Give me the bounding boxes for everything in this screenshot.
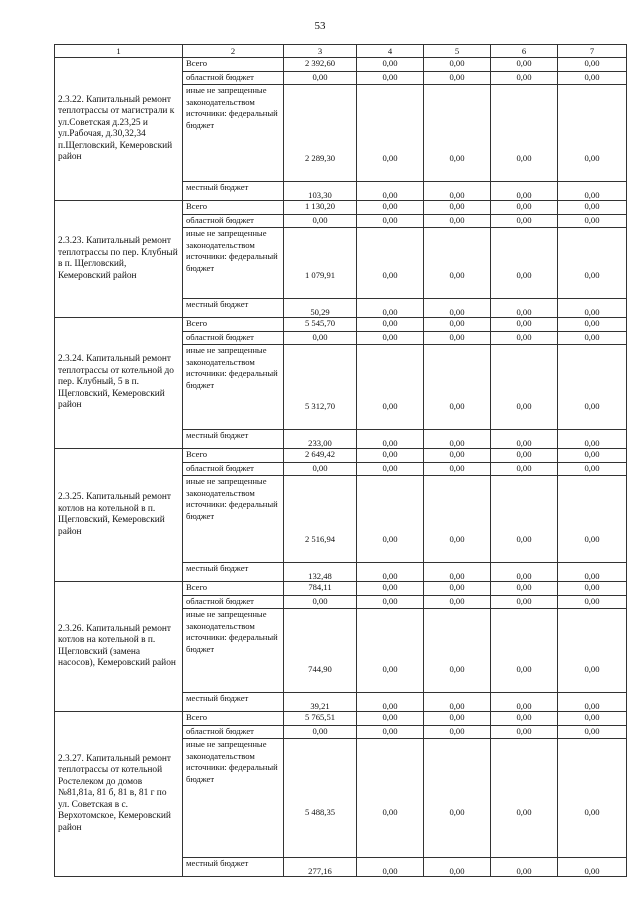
value-cell: 0,00 <box>558 693 627 712</box>
value-cell: 0,00 <box>357 85 424 182</box>
table-row <box>55 58 627 72</box>
value-cell: 0,00 <box>558 858 627 877</box>
funding-source-label: Всего <box>183 201 284 215</box>
value-cell: 0,00 <box>357 609 424 693</box>
value-cell: 0,00 <box>558 72 627 85</box>
table-row <box>55 712 627 726</box>
value-cell: 5 312,70 <box>284 345 357 430</box>
column-header: 5 <box>424 45 491 58</box>
value-cell: 0,00 <box>357 712 424 726</box>
value-cell: 0,00 <box>424 582 491 596</box>
value-cell: 0,00 <box>424 58 491 72</box>
value-cell: 744,90 <box>284 609 357 693</box>
value-cell: 0,00 <box>357 463 424 476</box>
value-cell: 0,00 <box>284 726 357 739</box>
funding-source-label: местный бюджет <box>183 182 284 201</box>
value-cell: 0,00 <box>424 72 491 85</box>
value-cell: 0,00 <box>558 563 627 582</box>
funding-source-label: иные не запрещенные законодательством источники: федеральный бюджет <box>183 739 284 858</box>
value-cell: 0,00 <box>284 463 357 476</box>
value-cell: 0,00 <box>558 582 627 596</box>
value-cell: 5 488,35 <box>284 739 357 858</box>
value-cell: 2 392,60 <box>284 58 357 72</box>
value-cell: 0,00 <box>491 449 558 463</box>
value-cell: 0,00 <box>491 58 558 72</box>
column-header: 3 <box>284 45 357 58</box>
page-number: 53 <box>314 20 326 32</box>
value-cell: 132,48 <box>284 563 357 582</box>
measure-name: 2.3.25. Капитальный ремонт котлов на котельной в п. Щегловский, Кемеровский район <box>55 449 183 582</box>
funding-source-label: областной бюджет <box>183 596 284 609</box>
measure-name: 2.3.23. Капитальный ремонт теплотрассы по пер. Клубный в п. Щегловский, Кемеровский район <box>55 201 183 318</box>
value-cell: 0,00 <box>424 563 491 582</box>
value-cell: 0,00 <box>424 739 491 858</box>
value-cell: 0,00 <box>357 693 424 712</box>
value-cell: 0,00 <box>424 609 491 693</box>
value-cell: 2 649,42 <box>284 449 357 463</box>
value-cell: 0,00 <box>491 345 558 430</box>
value-cell: 0,00 <box>558 609 627 693</box>
value-cell: 0,00 <box>284 72 357 85</box>
value-cell: 0,00 <box>357 596 424 609</box>
value-cell: 784,11 <box>284 582 357 596</box>
value-cell: 0,00 <box>424 463 491 476</box>
value-cell: 0,00 <box>491 463 558 476</box>
funding-source-label: Всего <box>183 449 284 463</box>
value-cell: 0,00 <box>357 228 424 299</box>
value-cell: 0,00 <box>491 858 558 877</box>
measure-name: 2.3.22. Капитальный ремонт теплотрассы от магистрали к ул.Советская д.23,25 и ул.Рабочая, д.30,32,34 п.Щегловский, Кемеровский район <box>55 58 183 201</box>
value-cell: 50,29 <box>284 299 357 318</box>
value-cell: 0,00 <box>558 430 627 449</box>
value-cell: 0,00 <box>558 739 627 858</box>
value-cell: 0,00 <box>491 85 558 182</box>
funding-source-label: областной бюджет <box>183 332 284 345</box>
value-cell: 0,00 <box>424 201 491 215</box>
value-cell: 0,00 <box>424 345 491 430</box>
value-cell: 0,00 <box>558 85 627 182</box>
measure-name: 2.3.26. Капитальный ремонт котлов на котельной в п. Щегловский (замена насосов), Кемеровский район <box>55 582 183 712</box>
value-cell: 0,00 <box>357 182 424 201</box>
table-row <box>55 449 627 463</box>
value-cell: 0,00 <box>491 739 558 858</box>
funding-source-label: областной бюджет <box>183 726 284 739</box>
value-cell: 0,00 <box>558 596 627 609</box>
value-cell: 5 765,51 <box>284 712 357 726</box>
value-cell: 39,21 <box>284 693 357 712</box>
value-cell: 0,00 <box>558 726 627 739</box>
table-header-row <box>55 45 627 58</box>
column-header: 2 <box>183 45 284 58</box>
value-cell: 0,00 <box>491 596 558 609</box>
table-row <box>55 201 627 215</box>
value-cell: 0,00 <box>424 693 491 712</box>
value-cell: 0,00 <box>491 299 558 318</box>
column-header: 4 <box>357 45 424 58</box>
value-cell: 0,00 <box>357 582 424 596</box>
value-cell: 0,00 <box>357 215 424 228</box>
value-cell: 0,00 <box>357 430 424 449</box>
funding-source-label: областной бюджет <box>183 215 284 228</box>
value-cell: 0,00 <box>558 463 627 476</box>
value-cell: 0,00 <box>357 858 424 877</box>
funding-source-label: местный бюджет <box>183 693 284 712</box>
funding-source-label: Всего <box>183 712 284 726</box>
budget-table <box>54 44 627 877</box>
funding-source-label: иные не запрещенные законодательством источники: федеральный бюджет <box>183 345 284 430</box>
value-cell: 0,00 <box>558 58 627 72</box>
funding-source-label: иные не запрещенные законодательством источники: федеральный бюджет <box>183 228 284 299</box>
value-cell: 0,00 <box>558 332 627 345</box>
value-cell: 0,00 <box>558 201 627 215</box>
value-cell: 0,00 <box>284 215 357 228</box>
value-cell: 0,00 <box>357 318 424 332</box>
value-cell: 0,00 <box>558 449 627 463</box>
value-cell: 0,00 <box>558 182 627 201</box>
value-cell: 0,00 <box>357 476 424 563</box>
value-cell: 1 130,20 <box>284 201 357 215</box>
column-header: 1 <box>55 45 183 58</box>
value-cell: 0,00 <box>558 712 627 726</box>
measure-name: 2.3.27. Капитальный ремонт теплотрассы от котельной Ростелеком до домов №81,81а, 81 б, 81 в, 81 г по ул. Советская в с. Верхотомское, Кемеровский район <box>55 712 183 877</box>
value-cell: 0,00 <box>424 299 491 318</box>
value-cell: 0,00 <box>491 563 558 582</box>
funding-source-label: Всего <box>183 58 284 72</box>
column-header: 6 <box>491 45 558 58</box>
value-cell: 0,00 <box>424 858 491 877</box>
column-header: 7 <box>558 45 627 58</box>
table-row <box>55 582 627 596</box>
value-cell: 0,00 <box>424 430 491 449</box>
value-cell: 0,00 <box>357 739 424 858</box>
value-cell: 0,00 <box>491 693 558 712</box>
funding-source-label: Всего <box>183 582 284 596</box>
value-cell: 0,00 <box>491 582 558 596</box>
value-cell: 103,30 <box>284 182 357 201</box>
value-cell: 2 289,30 <box>284 85 357 182</box>
value-cell: 0,00 <box>491 215 558 228</box>
value-cell: 0,00 <box>357 563 424 582</box>
value-cell: 0,00 <box>491 318 558 332</box>
value-cell: 0,00 <box>424 712 491 726</box>
funding-source-label: местный бюджет <box>183 563 284 582</box>
value-cell: 0,00 <box>357 58 424 72</box>
value-cell: 0,00 <box>491 72 558 85</box>
value-cell: 0,00 <box>491 726 558 739</box>
value-cell: 0,00 <box>558 299 627 318</box>
value-cell: 233,00 <box>284 430 357 449</box>
funding-source-label: местный бюджет <box>183 858 284 877</box>
table-row <box>55 318 627 332</box>
value-cell: 0,00 <box>558 318 627 332</box>
value-cell: 0,00 <box>357 201 424 215</box>
value-cell: 0,00 <box>491 228 558 299</box>
value-cell: 0,00 <box>357 449 424 463</box>
value-cell: 0,00 <box>424 726 491 739</box>
value-cell: 0,00 <box>558 476 627 563</box>
value-cell: 0,00 <box>491 182 558 201</box>
value-cell: 5 545,70 <box>284 318 357 332</box>
value-cell: 0,00 <box>558 345 627 430</box>
value-cell: 0,00 <box>491 332 558 345</box>
measure-name: 2.3.24. Капитальный ремонт теплотрассы от котельной до пер. Клубный, 5 в п. Щегловский, Кемеровский район <box>55 318 183 449</box>
value-cell: 0,00 <box>424 228 491 299</box>
value-cell: 0,00 <box>357 72 424 85</box>
value-cell: 0,00 <box>357 299 424 318</box>
value-cell: 0,00 <box>424 449 491 463</box>
value-cell: 2 516,94 <box>284 476 357 563</box>
value-cell: 0,00 <box>424 596 491 609</box>
funding-source-label: иные не запрещенные законодательством источники: федеральный бюджет <box>183 85 284 182</box>
value-cell: 0,00 <box>491 476 558 563</box>
funding-source-label: Всего <box>183 318 284 332</box>
funding-source-label: иные не запрещенные законодательством источники: федеральный бюджет <box>183 609 284 693</box>
value-cell: 0,00 <box>491 201 558 215</box>
funding-source-label: иные не запрещенные законодательством источники: федеральный бюджет <box>183 476 284 563</box>
value-cell: 0,00 <box>424 215 491 228</box>
value-cell: 0,00 <box>491 430 558 449</box>
funding-source-label: областной бюджет <box>183 463 284 476</box>
funding-source-label: местный бюджет <box>183 299 284 318</box>
value-cell: 0,00 <box>424 182 491 201</box>
value-cell: 0,00 <box>284 332 357 345</box>
value-cell: 277,16 <box>284 858 357 877</box>
value-cell: 0,00 <box>424 476 491 563</box>
value-cell: 0,00 <box>357 332 424 345</box>
value-cell: 0,00 <box>424 318 491 332</box>
value-cell: 0,00 <box>357 726 424 739</box>
value-cell: 0,00 <box>424 85 491 182</box>
value-cell: 0,00 <box>558 228 627 299</box>
value-cell: 0,00 <box>491 609 558 693</box>
value-cell: 0,00 <box>357 345 424 430</box>
value-cell: 1 079,91 <box>284 228 357 299</box>
funding-source-label: местный бюджет <box>183 430 284 449</box>
value-cell: 0,00 <box>424 332 491 345</box>
funding-source-label: областной бюджет <box>183 72 284 85</box>
value-cell: 0,00 <box>284 596 357 609</box>
value-cell: 0,00 <box>491 712 558 726</box>
value-cell: 0,00 <box>558 215 627 228</box>
